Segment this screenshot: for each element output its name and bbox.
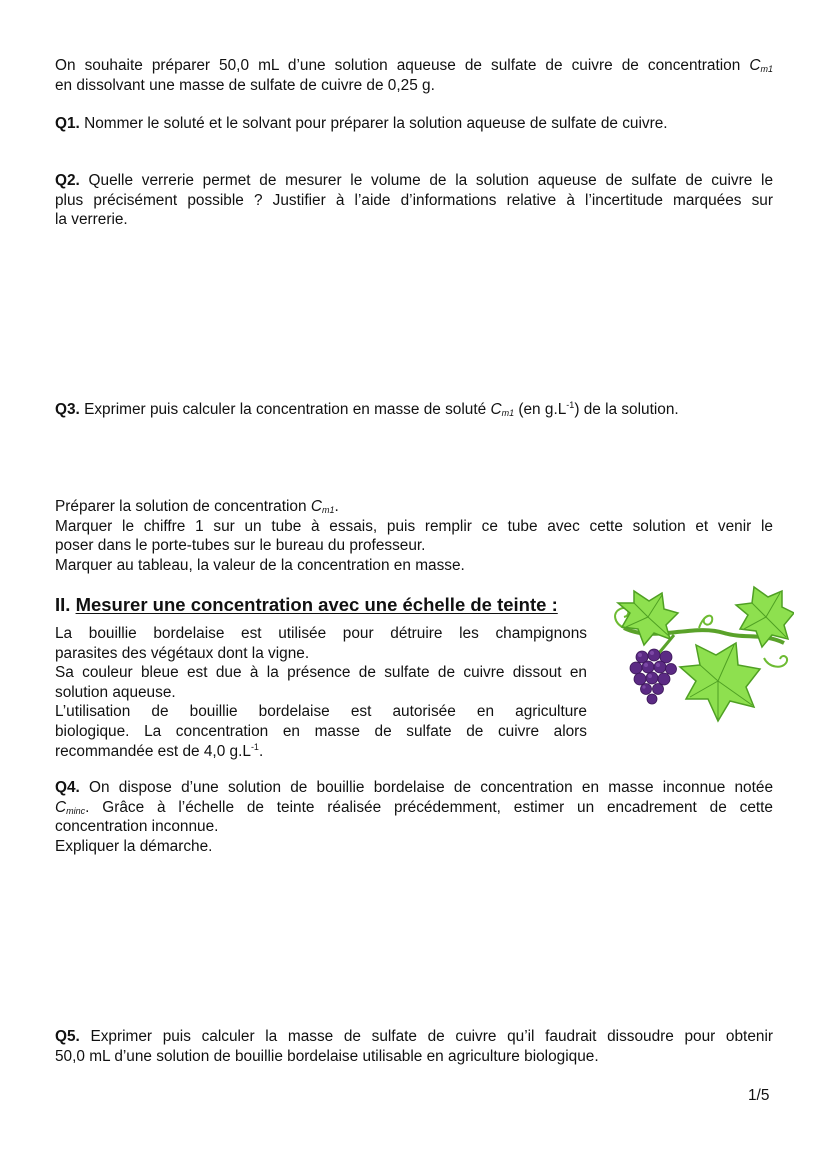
instructions-line-2: Marquer le chiffre 1 sur un tube à essais, puis remplir ce tube avec cette solution et venir le [55, 517, 773, 535]
bouillie-line-5: L’utilisation de bouillie bordelaise est autorisée en agriculture [55, 703, 587, 721]
bouillie-line-7: recommandée est de 4,0 $g.L^{-1}$. [55, 741, 264, 760]
question-q3: Q3. Exprimer puis calculer la concentration en masse de soluté $C_{m1}$ (en $g.L^{-1}$) de la solution. [55, 400, 679, 418]
variable-cminc: $C_{minc}$ [55, 798, 86, 816]
question-q1 [55, 114, 773, 134]
q3-unit: (en $g.L^{-1}$) de la solution. [518, 400, 679, 418]
bouillie-line-6: biologique. La concentration en masse de sulfate de cuivre alors [55, 722, 587, 740]
question-q4 [55, 778, 773, 856]
variable-cm1: $C_{m1}$ [490, 401, 515, 418]
instructions-line-4: Marquer au tableau, la valeur de la concentration en masse. [55, 556, 465, 574]
section-2-title: II. Mesurer une concentration avec une échelle de teinte : [55, 594, 558, 615]
bouillie-line-2: parasites des végétaux dont la vigne. [55, 644, 310, 662]
q2-label: Q2. [55, 172, 80, 189]
intro-line-2: en dissolvant une masse de sulfate de cuivre de 0,25 g. [55, 76, 435, 94]
question-q5 [55, 1027, 773, 1066]
q2-line-1: Q2. Quelle verrerie permet de mesurer le volume de la solution aqueuse de sulfate de cuivre le [55, 172, 773, 189]
bouillie-line-3: Sa couleur bleue est due à la présence de sulfate de cuivre dissout en [55, 664, 587, 682]
variable-cm1: $C_{m1}$ [749, 57, 773, 74]
bouillie-line-4: solution aqueuse. [55, 683, 176, 701]
q4-line-4: Expliquer la démarche. [55, 837, 213, 855]
q5-line-1: Q5. Exprimer puis calculer la masse de sulfate de cuivre qu’il faudrait dissoudre pour obtenir [55, 1028, 773, 1045]
q4-line-2: $C_{minc}$. Grâce à l’échelle de teinte réalisée précédemment, estimer un encadrement de cette [55, 798, 773, 816]
bouillie-line-1: La bouillie bordelaise est utilisée pour détruire les champignons [55, 625, 587, 642]
q4-label: Q4. [55, 779, 80, 796]
variable-cm1: $C_{m1}$ [310, 498, 335, 515]
q5-label: Q5. [55, 1028, 80, 1045]
page-number: 1/5 [748, 1087, 770, 1104]
grape-vine-icon [604, 583, 794, 725]
q2-line-3: la verrerie. [55, 211, 128, 229]
grape-vine-illustration [604, 583, 794, 725]
q2-line-2: plus précisément possible ? Justifier à l’aide d’informations relative à l’incertitude marquées sur [55, 191, 773, 209]
question-q2 [55, 171, 773, 230]
q3-label: Q3. [55, 401, 80, 418]
instructions-line-1: Préparer la solution de concentration $C_{m1}$. [55, 498, 339, 515]
q5-line-2: 50,0 mL d’une solution de bouillie bordelaise utilisable en agriculture biologique. [55, 1047, 599, 1065]
intro-line-1: On souhaite préparer 50,0 mL d’une solution aqueuse de sulfate de cuivre de concentration $C_{m1}$ [55, 57, 773, 74]
q1-text: Nommer le soluté et le solvant pour préparer la solution aqueuse de sulfate de cuivre. [84, 115, 668, 132]
intro-paragraph [55, 56, 773, 95]
bouillie-paragraph [55, 624, 587, 761]
instructions-line-3: poser dans le porte-tubes sur le bureau du professeur. [55, 537, 426, 555]
q4-line-1: Q4. On dispose d’une solution de bouillie bordelaise de concentration en masse inconnue notée [55, 779, 774, 796]
q1-label: Q1. [55, 115, 80, 132]
q4-line-3: concentration inconnue. [55, 818, 219, 836]
instructions-paragraph [55, 497, 773, 575]
